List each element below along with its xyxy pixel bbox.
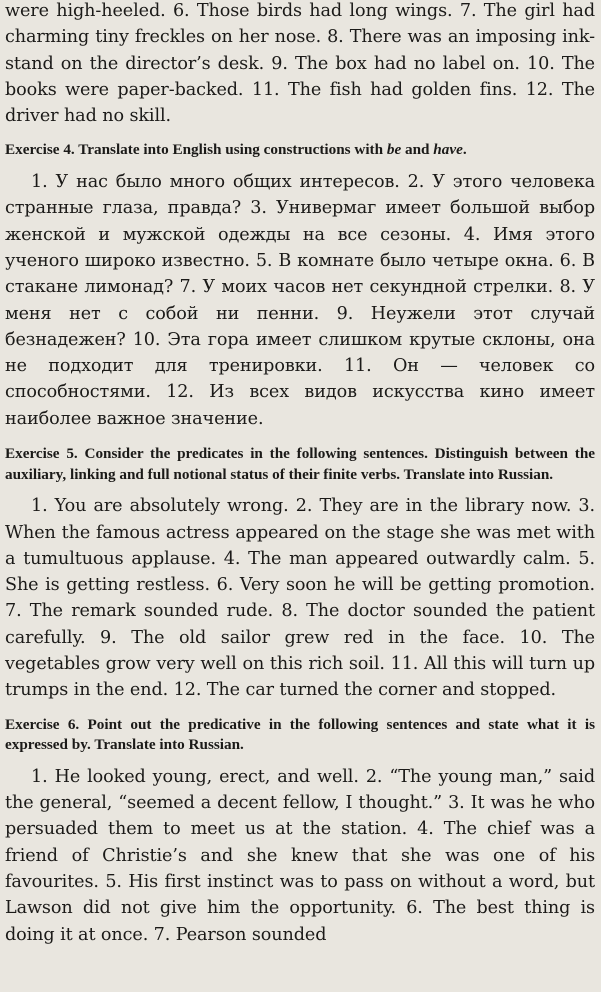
exercise-6-label: Exercise 6. — [5, 715, 80, 733]
exercise-5-label: Exercise 5. — [5, 445, 78, 463]
exercise-6-text: 1. He looked young, erect, and well. 2. “The young man,” said the general, “seemed a decent fellow, I thought.” 3. It was he who persuaded them to meet us at the station. 4. The chief was a friend of Christie’s and she knew that she was one of his favourites. 5. His first instinct was to pass on without a word, but Lawson did not give him the opportunity. 6. The best thing is doing it at once. 7. Pearson sounded — [5, 766, 595, 945]
exercise-4-label: Exercise 4. — [5, 141, 75, 159]
exercise-4-text: 1. У нас было много общих интересов. 2. У этого человека странные глаза, правда? 3. Универмаг имеет большой выбор женской и мужской одежды на все сезоны. 4. Имя этого ученого широко известно. 5. В комнате было четыре окна. 6. В стакане лимонад? 7. У моих часов нет секундной стрелки. 8. У меня нет с собой ни пенни. 9. Неужели этот случай безнадежен? 10. Эта гора имеет слишком крутые склоны, она не подходит для тренировки. 11. Он — человек со способностями. 12. Из всех видов искусства кино имеет наиболее важное значение. — [5, 172, 595, 429]
exercise-5-heading — [5, 444, 595, 485]
exercise-4-heading — [5, 140, 595, 161]
exercise-4-instruction: Translate into English using constructions with — [78, 141, 384, 159]
keyword-be: be — [386, 141, 402, 159]
conjunction-and: and — [405, 141, 430, 159]
continuation-paragraph: were high-heeled. 6. Those birds had long wings. 7. The girl had charming tiny freckles on her nose. 8. There was an imposing ink-stand on the director’s desk. 9. The box had no label on. 10. The books were paper-backed. 11. The fish had golden fins. 12. The driver had no skill. — [5, 1, 595, 127]
keyword-have: have — [433, 141, 463, 159]
exercise-5-instruction: Consider the predicates in the following sentences. Distinguish between the auxiliary, linking and full notional status of their finite verbs. Translate into Russian. — [5, 445, 596, 483]
exercise-6-instruction: Point out the predicative in the following sentences and state what it is expressed by. Translate into Russian. — [5, 715, 595, 754]
heading-period: . — [462, 141, 467, 159]
exercise-6-heading — [5, 715, 595, 756]
exercise-5-text: 1. You are absolutely wrong. 2. They are in the library now. 3. When the famous actress appeared on the stage she was met with a tumultuous applause. 4. The man appeared outwardly calm. 5. She is getting restless. 6. Very soon he will be getting promotion. 7. The remark sounded rude. 8. The doctor sounded the patient carefully. 9. The old sailor grew red in the face. 10. The vegetables grow very well on this rich soil. 11. All this will turn up trumps in the end. 12. The car turned the corner and stopped. — [5, 496, 595, 701]
